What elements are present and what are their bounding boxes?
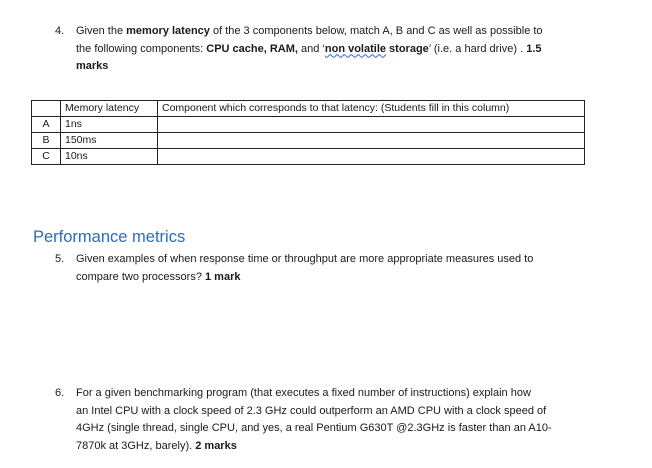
question-text bbox=[76, 251, 615, 286]
question-line: For a given benchmarking program (that executes a fixed number of instructions) explain how bbox=[76, 387, 531, 399]
text-run: compare two processors? bbox=[76, 270, 205, 283]
row-label-cell: B bbox=[32, 133, 61, 149]
component-answer-cell[interactable] bbox=[158, 117, 585, 133]
marks-label: marks bbox=[76, 60, 109, 72]
text-run: 7870k at 3GHz, barely). bbox=[76, 439, 196, 452]
bold-term: storage bbox=[386, 42, 429, 55]
spellcheck-term: non volatile bbox=[324, 42, 386, 55]
latency-cell: 10ns bbox=[61, 149, 158, 165]
component-answer-cell[interactable] bbox=[158, 133, 585, 149]
question-number: 4. bbox=[55, 25, 65, 37]
question-line: an Intel CPU with a clock speed of 2.3 GHz could outperform an AMD CPU with a clock speed of bbox=[76, 404, 547, 417]
header-component-cell: Component which corresponds to that latency: (Students fill in this column) bbox=[158, 101, 585, 117]
table-header-row bbox=[32, 101, 585, 117]
latency-table bbox=[31, 100, 585, 165]
question-line bbox=[76, 58, 615, 76]
text-run: Given the bbox=[76, 25, 127, 37]
text-run: of the 3 components below, match A, B and C as well as possible to bbox=[209, 25, 543, 37]
component-answer-cell[interactable] bbox=[158, 149, 585, 165]
question-4 bbox=[55, 23, 615, 76]
latency-cell: 150ms bbox=[61, 133, 158, 149]
question-line: 4GHz (single thread, single CPU, and yes, a real Pentium G630T @2.3GHz is faster than an A10- bbox=[76, 422, 552, 434]
text-run: and ‘ bbox=[297, 42, 325, 55]
table-row bbox=[32, 149, 585, 165]
row-label-cell: C bbox=[32, 149, 61, 165]
header-latency-cell: Memory latency bbox=[61, 101, 158, 117]
text-run: the following components: bbox=[76, 42, 207, 55]
marks-label: 1 mark bbox=[205, 270, 241, 283]
marks-label: 1.5 bbox=[526, 42, 542, 55]
question-text bbox=[76, 385, 615, 455]
bold-term: CPU cache, RAM, bbox=[206, 42, 298, 55]
question-number: 6. bbox=[55, 387, 65, 399]
question-number: 5. bbox=[55, 253, 65, 265]
question-line bbox=[76, 41, 615, 59]
text-run: ’ (i.e. a hard drive) . bbox=[428, 42, 527, 55]
marks-label: 2 marks bbox=[195, 439, 237, 452]
question-line bbox=[76, 438, 615, 456]
header-blank-cell bbox=[32, 101, 61, 117]
question-6 bbox=[55, 385, 615, 455]
latency-cell: 1ns bbox=[61, 117, 158, 133]
question-line bbox=[76, 269, 615, 287]
question-line bbox=[76, 23, 615, 41]
row-label-cell: A bbox=[32, 117, 61, 133]
table-row bbox=[32, 117, 585, 133]
question-line: Given examples of when response time or throughput are more appropriate measures used to bbox=[76, 253, 534, 265]
question-text bbox=[76, 23, 615, 76]
section-heading: Performance metrics bbox=[33, 228, 186, 246]
question-5 bbox=[55, 251, 615, 286]
table-row bbox=[32, 133, 585, 149]
bold-term: memory latency bbox=[126, 25, 210, 37]
